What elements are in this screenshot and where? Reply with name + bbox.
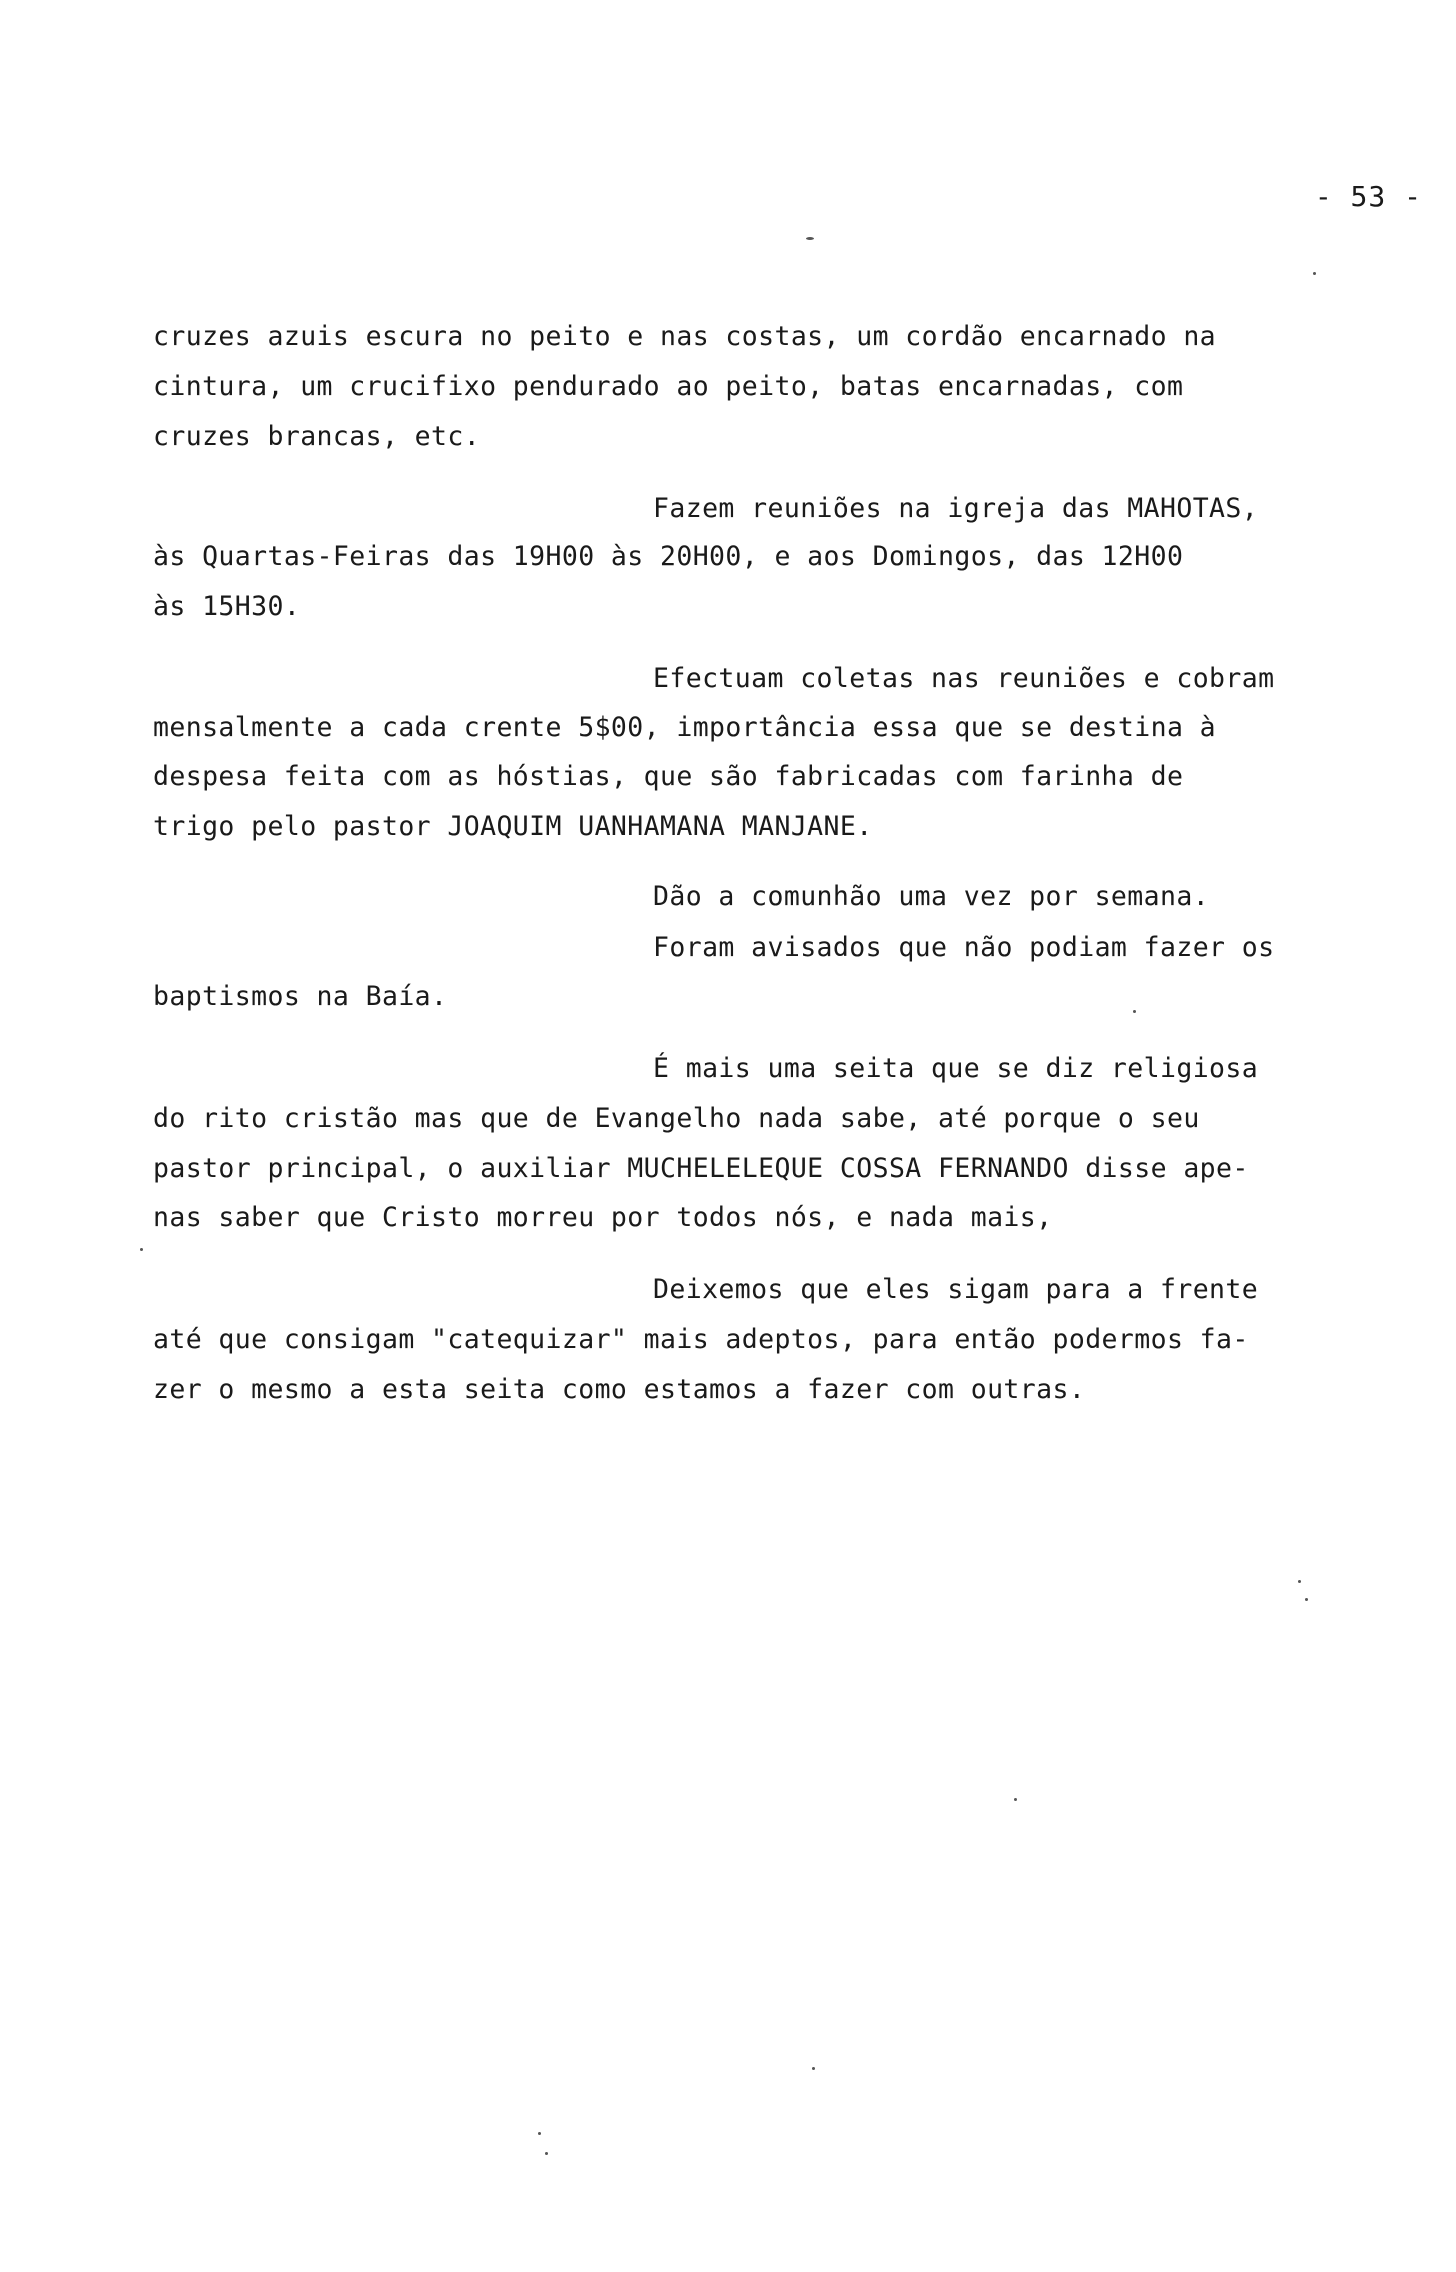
paragraph-7-line-2: até que consigam "catequizar" mais adeptos, para então podermos fa-	[153, 1324, 1249, 1355]
paragraph-1-line-1: cruzes azuis escura no peito e nas costas, um cordão encarnado na	[153, 321, 1217, 352]
paragraph-2-line-2: às Quartas-Feiras das 19H00 às 20H00, e aos Domingos, das 12H00	[153, 541, 1184, 572]
paragraph-5-line-2: baptismos na Baía.	[153, 981, 448, 1012]
paragraph-1-line-2: cintura, um crucifixo pendurado ao peito, batas encarnadas, com	[153, 371, 1184, 402]
scan-speck	[1014, 1798, 1017, 1801]
scan-speck	[806, 237, 814, 240]
scan-speck	[1313, 272, 1316, 275]
paragraph-3-line-2: mensalmente a cada crente 5$00, importância essa que se destina à	[153, 712, 1217, 743]
paragraph-3-line-4: trigo pelo pastor JOAQUIM UANHAMANA MANJANE.	[153, 811, 873, 842]
scan-speck	[1133, 1010, 1136, 1013]
scan-speck	[545, 2152, 548, 2155]
paragraph-3-line-3: despesa feita com as hóstias, que são fabricadas com farinha de	[153, 761, 1184, 792]
paragraph-2-line-1: Fazem reuniões na igreja das MAHOTAS,	[653, 493, 1259, 524]
paragraph-7-line-1: Deixemos que eles sigam para a frente	[653, 1274, 1259, 1305]
scan-speck	[1298, 1580, 1301, 1583]
paragraph-6-line-3: pastor principal, o auxiliar MUCHELELEQUE COSSA FERNANDO disse ape-	[153, 1153, 1249, 1184]
paragraph-2-line-3: às 15H30.	[153, 591, 301, 622]
paragraph-4-line-1: Dão a comunhão uma vez por semana.	[653, 881, 1210, 912]
paragraph-6-line-1: É mais uma seita que se diz religiosa	[653, 1053, 1259, 1084]
paragraph-6-line-2: do rito cristão mas que de Evangelho nada sabe, até porque o seu	[153, 1103, 1200, 1134]
paragraph-5-line-1: Foram avisados que não podiam fazer os	[653, 932, 1275, 963]
paragraph-7-line-3: zer o mesmo a esta seita como estamos a fazer com outras.	[153, 1374, 1086, 1405]
page-number: - 53 -	[1314, 180, 1422, 213]
paragraph-3-line-1: Efectuam coletas nas reuniões e cobram	[653, 663, 1275, 694]
scan-speck	[538, 2132, 541, 2135]
scan-speck	[1305, 1598, 1308, 1601]
paragraph-1-line-3: cruzes brancas, etc.	[153, 421, 481, 452]
scan-speck	[140, 1248, 143, 1251]
paragraph-6-line-4: nas saber que Cristo morreu por todos nós, e nada mais,	[153, 1202, 1053, 1233]
scan-speck	[812, 2067, 815, 2070]
